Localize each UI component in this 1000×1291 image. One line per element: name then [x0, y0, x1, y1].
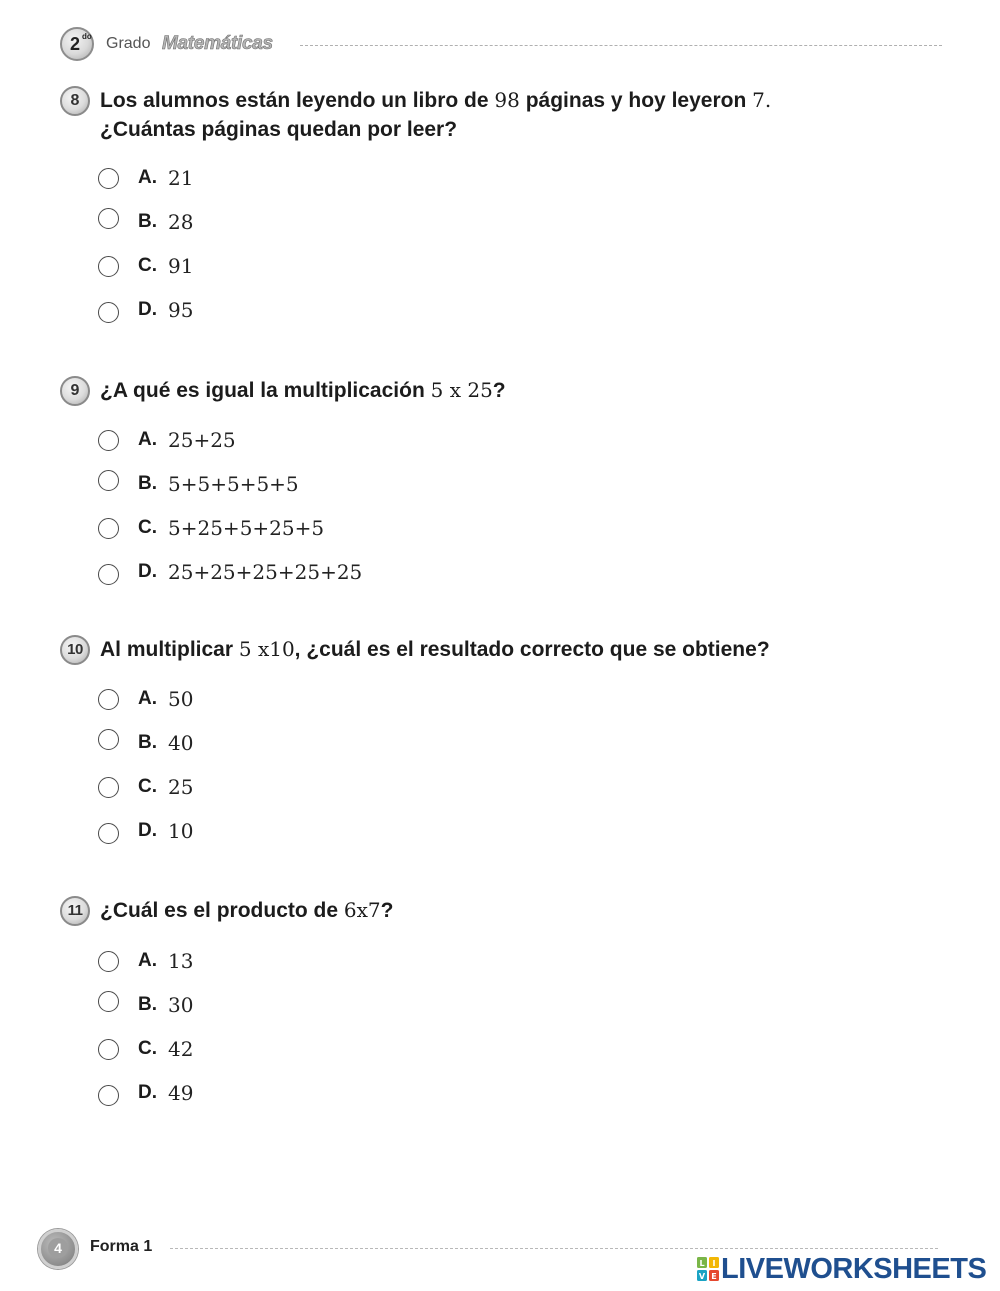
option-c[interactable]: [98, 514, 498, 558]
option-letter: B.: [138, 994, 157, 1015]
radio-button[interactable]: [98, 564, 119, 585]
question-text-part: Los alumnos están leyendo un libro de: [100, 89, 495, 112]
radio-button[interactable]: [98, 470, 119, 491]
option-letter: A.: [138, 429, 157, 450]
question-text-part: .: [764, 88, 772, 112]
option-letter: B.: [138, 732, 157, 753]
radio-button[interactable]: [98, 823, 119, 844]
option-value: 49: [168, 1081, 194, 1105]
radio-button[interactable]: [98, 1085, 119, 1106]
question-number-value: 98: [494, 88, 520, 112]
option-c[interactable]: [98, 1035, 498, 1079]
radio-button[interactable]: [98, 951, 119, 972]
page-number-badge: [38, 1229, 78, 1269]
question-number-value: 5 x10: [238, 637, 295, 661]
question-text: [100, 635, 920, 664]
radio-button[interactable]: [98, 1039, 119, 1060]
option-d[interactable]: [98, 296, 498, 340]
logo-letter: I: [712, 1259, 716, 1268]
option-letter: C.: [138, 1038, 157, 1059]
radio-button[interactable]: [98, 430, 119, 451]
answer-options: [98, 426, 498, 602]
option-b[interactable]: [98, 470, 498, 514]
option-value: 5+5+5+5+5: [168, 472, 299, 496]
option-d[interactable]: [98, 558, 498, 602]
radio-button[interactable]: [98, 777, 119, 798]
option-letter: A.: [138, 167, 157, 188]
question-text-part: , ¿cuál es el resultado correcto que se obtiene?: [294, 638, 770, 661]
option-value: 28: [168, 210, 194, 234]
logo-letter: V: [698, 1272, 706, 1281]
question-number-value: 5 x 25: [430, 378, 493, 402]
option-letter: C.: [138, 517, 157, 538]
option-c[interactable]: [98, 773, 498, 817]
grade-badge: [60, 27, 94, 61]
question-number-badge: 11: [60, 896, 90, 926]
footer-divider: [170, 1248, 938, 1249]
option-letter: B.: [138, 211, 157, 232]
option-b[interactable]: [98, 991, 498, 1035]
option-value: 10: [168, 819, 194, 843]
option-a[interactable]: [98, 685, 498, 729]
answer-options: [98, 164, 498, 340]
question-text-part: páginas y hoy leyeron: [519, 89, 753, 112]
question-text-part: ?: [380, 899, 394, 922]
radio-button[interactable]: [98, 168, 119, 189]
grade-superscript: do: [82, 32, 92, 41]
answer-options: [98, 685, 498, 861]
radio-button[interactable]: [98, 518, 119, 539]
question-text-part: ?: [492, 379, 506, 402]
option-value: 25+25: [168, 428, 236, 452]
question-text-part: ¿Cuál es el producto de: [100, 899, 344, 922]
option-letter: D.: [138, 1082, 157, 1103]
option-d[interactable]: [98, 817, 498, 861]
option-letter: D.: [138, 820, 157, 841]
page-header: [58, 26, 942, 64]
option-letter: C.: [138, 255, 157, 276]
question-text: [100, 86, 920, 144]
option-a[interactable]: [98, 947, 498, 991]
option-value: 21: [168, 166, 194, 190]
logo-letter: L: [699, 1259, 705, 1268]
question-number-badge: 10: [60, 635, 90, 665]
option-letter: C.: [138, 776, 157, 797]
question-text-part: ¿A qué es igual la multiplicación: [100, 379, 431, 402]
option-value: 25+25+25+25+25: [168, 560, 363, 584]
question-number-value: 6x7: [343, 898, 381, 922]
question-text-part: Al multiplicar: [100, 638, 239, 661]
question-number-badge: 9: [60, 376, 90, 406]
subject-title: Matemáticas: [162, 33, 273, 54]
question-text: [100, 896, 920, 925]
option-value: 50: [168, 687, 194, 711]
option-a[interactable]: [98, 426, 498, 470]
answer-options: [98, 947, 498, 1123]
page-number: 4: [48, 1238, 68, 1258]
radio-button[interactable]: [98, 256, 119, 277]
option-value: 95: [168, 298, 194, 322]
liveworksheets-logo-icon: [697, 1257, 719, 1281]
option-letter: D.: [138, 561, 157, 582]
option-value: 25: [168, 775, 194, 799]
logo-letter: E: [711, 1272, 717, 1281]
radio-button[interactable]: [98, 208, 119, 229]
option-b[interactable]: [98, 208, 498, 252]
radio-button[interactable]: [98, 729, 119, 750]
brand-name: LIVEWORKSHEETS: [721, 1253, 987, 1285]
option-letter: B.: [138, 473, 157, 494]
option-d[interactable]: [98, 1079, 498, 1123]
option-letter: A.: [138, 688, 157, 709]
option-letter: A.: [138, 950, 157, 971]
option-value: 13: [168, 949, 194, 973]
question-text-part: ¿Cuántas páginas quedan por leer?: [100, 118, 458, 141]
option-b[interactable]: [98, 729, 498, 773]
question-text: [100, 376, 920, 405]
form-label: Forma 1: [90, 1238, 153, 1255]
option-letter: D.: [138, 299, 157, 320]
option-value: 42: [168, 1037, 194, 1061]
question-number-value: 7: [752, 88, 765, 112]
option-c[interactable]: [98, 252, 498, 296]
option-a[interactable]: [98, 164, 498, 208]
radio-button[interactable]: [98, 302, 119, 323]
header-divider: [300, 45, 942, 46]
radio-button[interactable]: [98, 689, 119, 710]
question-number-badge: 8: [60, 86, 90, 116]
grade-number: 2: [70, 34, 81, 54]
option-value: 5+25+5+25+5: [168, 516, 325, 540]
grade-label: Grado: [106, 35, 151, 52]
option-value: 30: [168, 993, 194, 1017]
option-value: 91: [168, 254, 194, 278]
option-value: 40: [168, 731, 194, 755]
liveworksheets-brand[interactable]: [697, 1252, 997, 1286]
radio-button[interactable]: [98, 991, 119, 1012]
